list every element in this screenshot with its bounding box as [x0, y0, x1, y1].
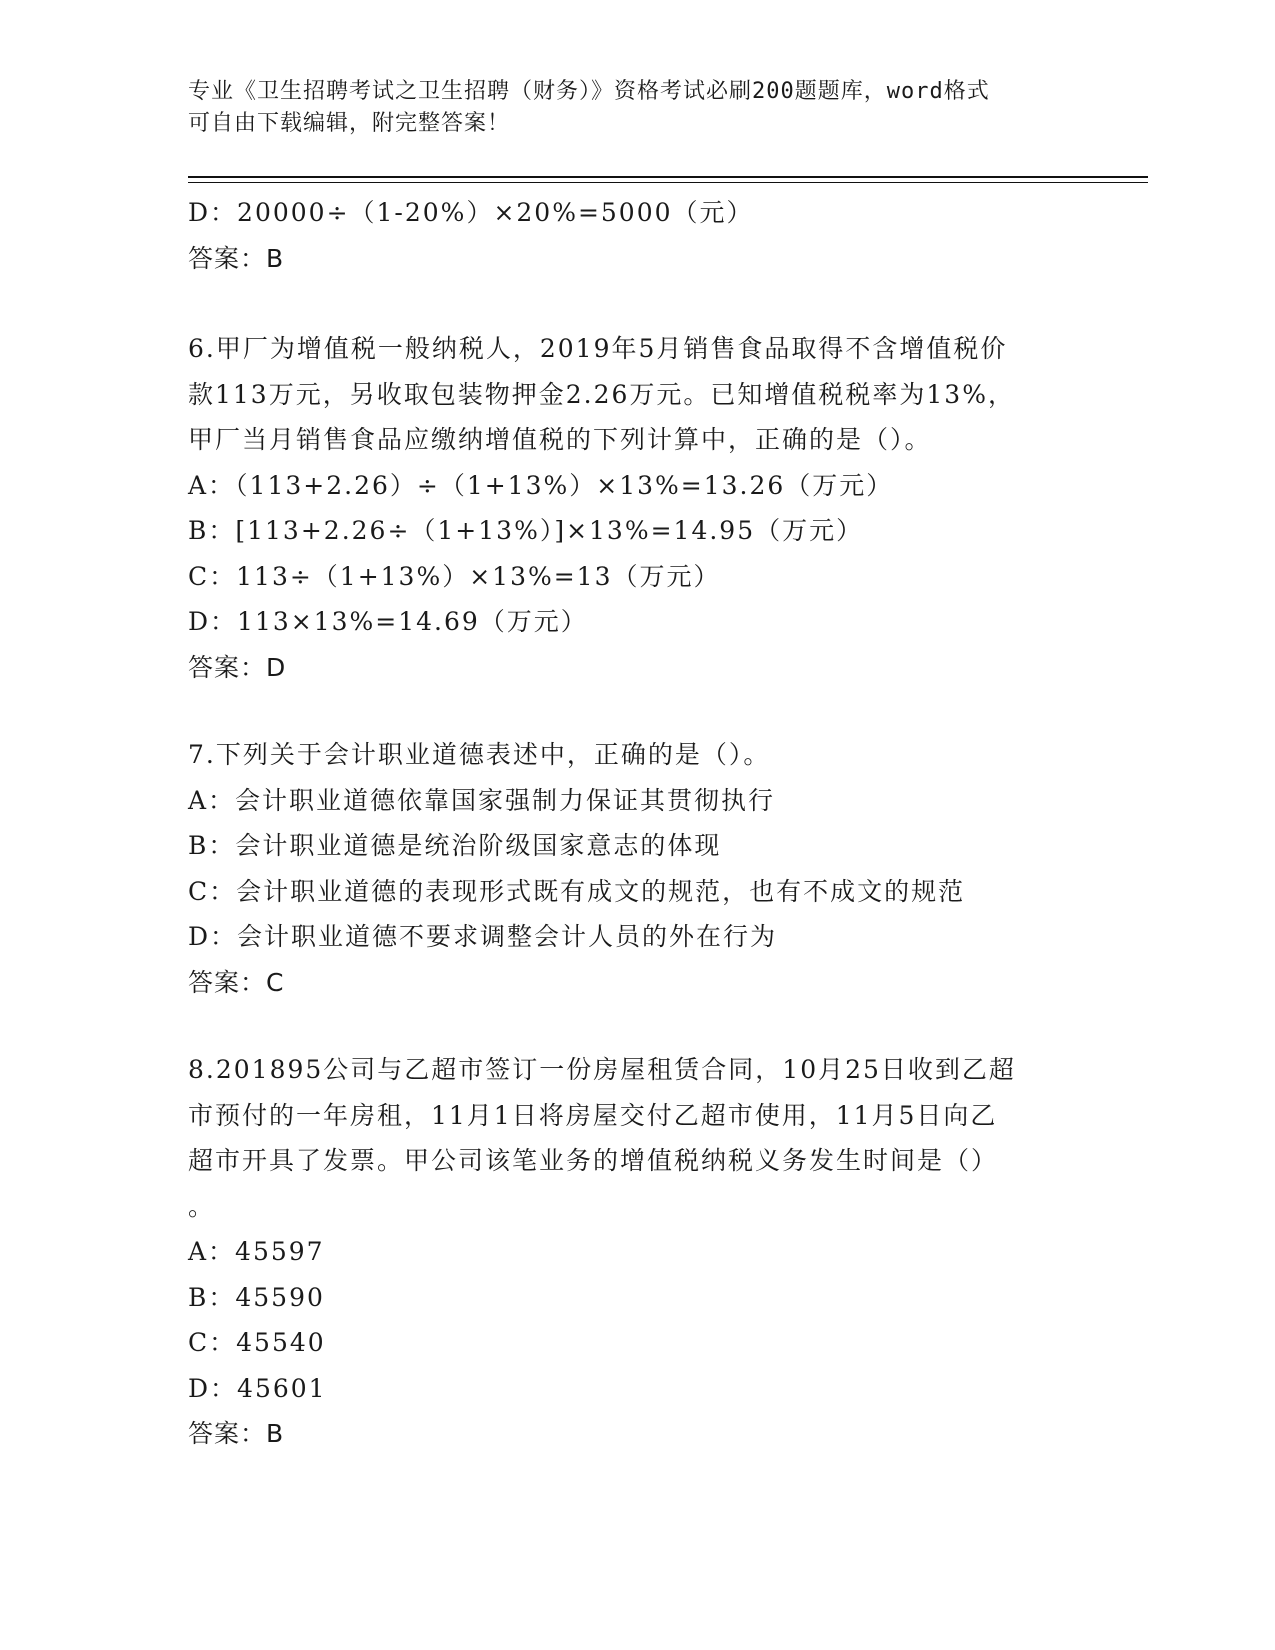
option-c: C：113÷（1+13%）×13%=13（万元）	[188, 561, 721, 591]
answer-label: 答案：B	[188, 243, 285, 273]
option-b: B：[113+2.26÷（1+13%）]×13%=14.95（万元）	[188, 516, 864, 545]
question-6	[188, 326, 1088, 690]
answer-label: 答案：C	[188, 967, 285, 997]
option-b: B：会计职业道德是统治阶级国家意志的体现	[188, 831, 722, 860]
option-c: C：45540	[188, 1328, 326, 1357]
option-a: A：（113+2.26）÷（1+13%）×13%=13.26（万元）	[188, 470, 894, 500]
question-stem: 6.甲厂为增值税一般纳税人，2019年5月销售食品取得不含增值税价	[188, 334, 1008, 363]
option-a: A：会计职业道德依靠国家强制力保证其贯彻执行	[188, 785, 776, 815]
question-5-tail	[188, 190, 1088, 281]
option-b: B：45590	[188, 1282, 325, 1312]
question-stem: 市预付的一年房租，11月1日将房屋交付乙超市使用，11月5日向乙	[188, 1100, 998, 1130]
option-d: D：20000÷（1-20%）×20%=5000（元）	[188, 198, 754, 227]
document-header	[188, 76, 1068, 140]
header-divider-thin	[188, 182, 1148, 183]
header-title-line2: 可自由下载编辑，附完整答案！	[188, 111, 511, 136]
option-d: D：会计职业道德不要求调整会计人员的外在行为	[188, 922, 778, 951]
answer-label: 答案：D	[188, 652, 287, 682]
spacer	[188, 690, 1088, 732]
header-divider-thick	[188, 176, 1148, 178]
question-stem: 甲厂当月销售食品应缴纳增值税的下列计算中，正确的是（）。	[188, 425, 932, 454]
question-7	[188, 732, 1088, 1005]
question-stem: 8.201895公司与乙超市签订一份房屋租赁合同，10月25日收到乙超	[188, 1055, 1016, 1084]
question-stem: 超市开具了发票。甲公司该笔业务的增值税纳税义务发生时间是（）	[188, 1146, 999, 1175]
option-a: A：45597	[188, 1237, 325, 1266]
question-stem: 款113万元，另收取包装物押金2.26万元。已知增值税税率为13%，	[188, 379, 1015, 409]
question-8	[188, 1047, 1088, 1457]
spacer	[188, 1005, 1088, 1047]
option-c: C：会计职业道德的表现形式既有成文的规范，也有不成文的规范	[188, 876, 966, 906]
option-d: D：113×13%=14.69（万元）	[188, 607, 588, 636]
answer-label: 答案：B	[188, 1419, 285, 1448]
header-title-line1: 专业《卫生招聘考试之卫生招聘（财务）》资格考试必刷200题题库，word格式	[188, 79, 990, 104]
spacer	[188, 281, 1088, 326]
option-d: D：45601	[188, 1373, 327, 1403]
question-list	[188, 190, 1088, 1457]
question-stem: 。	[188, 1191, 216, 1221]
question-stem: 7.下列关于会计职业道德表述中，正确的是（）。	[188, 740, 771, 769]
